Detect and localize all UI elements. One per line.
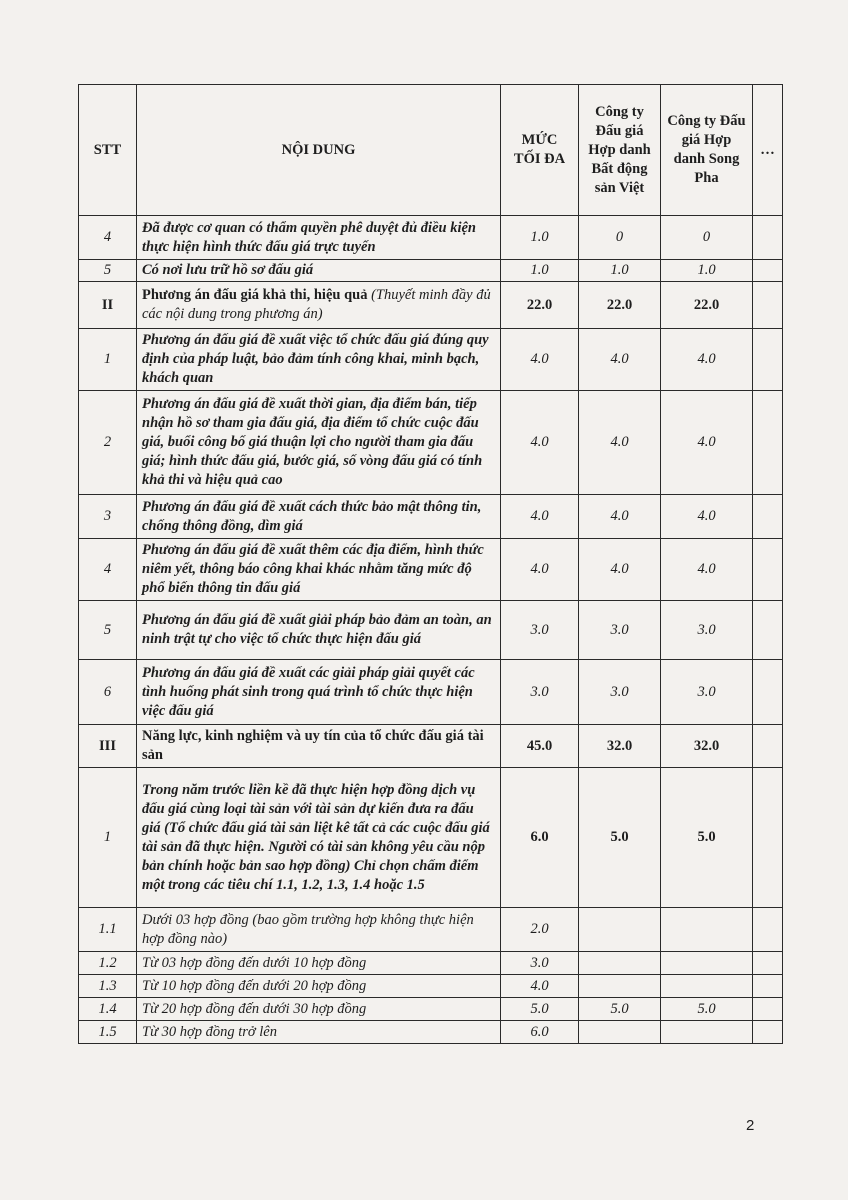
table-row — [79, 768, 783, 908]
row-company-1: 4.0 — [579, 495, 661, 539]
row-max: 4.0 — [501, 495, 579, 539]
header-stt: STT — [79, 85, 137, 216]
row-stt: 2 — [79, 391, 137, 495]
row-company-1 — [579, 975, 661, 998]
row-company-2: 4.0 — [661, 539, 753, 601]
row-more — [753, 391, 783, 495]
row-max: 5.0 — [501, 998, 579, 1021]
row-company-2: 1.0 — [661, 260, 753, 282]
row-company-1 — [579, 908, 661, 952]
scoring-table — [78, 84, 783, 1044]
row-content: Phương án đấu giá đề xuất giải pháp bảo đảm an toàn, an ninh trật tự cho việc tổ chức thực hiện đấu giá — [137, 601, 501, 660]
row-stt: 4 — [79, 539, 137, 601]
row-company-2: 32.0 — [661, 725, 753, 768]
row-company-2 — [661, 952, 753, 975]
row-more — [753, 539, 783, 601]
row-stt: 1.4 — [79, 998, 137, 1021]
table-row — [79, 952, 783, 975]
row-stt: II — [79, 282, 137, 329]
row-company-2 — [661, 1021, 753, 1044]
row-company-2: 4.0 — [661, 329, 753, 391]
row-company-1: 3.0 — [579, 660, 661, 725]
row-content: Phương án đấu giá đề xuất việc tổ chức đấu giá đúng quy định của pháp luật, bảo đảm tính công khai, minh bạch, khách quan — [137, 329, 501, 391]
row-more — [753, 975, 783, 998]
row-content: Từ 30 hợp đồng trở lên — [137, 1021, 501, 1044]
row-company-1 — [579, 952, 661, 975]
row-max: 3.0 — [501, 601, 579, 660]
row-max: 6.0 — [501, 768, 579, 908]
row-more — [753, 1021, 783, 1044]
row-content-note: (Thuyết minh đầy đủ các nội dung trong phương án) — [142, 287, 491, 322]
header-more: … — [753, 85, 783, 216]
row-company-2: 3.0 — [661, 660, 753, 725]
row-more — [753, 725, 783, 768]
row-company-1 — [579, 1021, 661, 1044]
row-content: Đã được cơ quan có thẩm quyền phê duyệt đủ điều kiện thực hiện hình thức đấu giá trực tuyến — [137, 216, 501, 260]
row-stt: 1.1 — [79, 908, 137, 952]
row-max: 4.0 — [501, 391, 579, 495]
row-company-1: 3.0 — [579, 601, 661, 660]
row-stt: 1 — [79, 768, 137, 908]
row-content: Trong năm trước liền kề đã thực hiện hợp đồng dịch vụ đấu giá cùng loại tài sản với tài sản dự kiến đưa ra đấu giá (Tổ chức đấu giá tài sản liệt kê tất cả các cuộc đấu giá tài sản đã thực hiện. Người có tài sản không yêu cầu nộp bản chính hoặc bản sao hợp đồng) Chỉ chọn chấm điểm một trong các tiêu chí 1.1, 1.2, 1.3, 1.4 hoặc 1.5 — [137, 768, 501, 908]
row-more — [753, 660, 783, 725]
row-content: Dưới 03 hợp đồng (bao gồm trường hợp không thực hiện hợp đồng nào) — [137, 908, 501, 952]
row-company-1: 22.0 — [579, 282, 661, 329]
table-row — [79, 282, 783, 329]
row-more — [753, 260, 783, 282]
header-row — [79, 85, 783, 216]
header-max: MỨC TỐI ĐA — [501, 85, 579, 216]
table-row — [79, 391, 783, 495]
row-more — [753, 601, 783, 660]
row-more — [753, 768, 783, 908]
row-stt: 5 — [79, 601, 137, 660]
row-max: 6.0 — [501, 1021, 579, 1044]
row-stt: 1.3 — [79, 975, 137, 998]
row-stt: 3 — [79, 495, 137, 539]
row-company-2 — [661, 975, 753, 998]
row-more — [753, 216, 783, 260]
row-max: 2.0 — [501, 908, 579, 952]
row-company-1: 32.0 — [579, 725, 661, 768]
row-content: Có nơi lưu trữ hồ sơ đấu giá — [137, 260, 501, 282]
table-row — [79, 329, 783, 391]
row-stt: 4 — [79, 216, 137, 260]
table-row — [79, 1021, 783, 1044]
row-company-1: 5.0 — [579, 768, 661, 908]
row-stt: 1.2 — [79, 952, 137, 975]
page-number: 2 — [746, 1117, 755, 1134]
row-company-2: 5.0 — [661, 998, 753, 1021]
row-max: 4.0 — [501, 975, 579, 998]
row-content — [137, 282, 501, 329]
row-stt: III — [79, 725, 137, 768]
row-content-main: Phương án đấu giá khả thi, hiệu quả — [142, 287, 368, 303]
row-stt: 1 — [79, 329, 137, 391]
row-company-2: 4.0 — [661, 495, 753, 539]
row-max: 1.0 — [501, 260, 579, 282]
row-content: Phương án đấu giá đề xuất thời gian, địa điểm bán, tiếp nhận hồ sơ tham gia đấu giá, địa điểm tổ chức cuộc đấu giá, buổi công bố giá thuận lợi cho người tham gia đấu giá; hình thức đấu giá, bước giá, số vòng đấu giá có tính khả thi và hiệu quả cao — [137, 391, 501, 495]
row-max: 3.0 — [501, 952, 579, 975]
header-content: NỘI DUNG — [137, 85, 501, 216]
row-content: Năng lực, kinh nghiệm và uy tín của tổ chức đấu giá tài sản — [137, 725, 501, 768]
row-company-2: 0 — [661, 216, 753, 260]
table-row — [79, 216, 783, 260]
row-company-2: 3.0 — [661, 601, 753, 660]
table-row — [79, 260, 783, 282]
table-row — [79, 975, 783, 998]
row-content: Từ 20 hợp đồng đến dưới 30 hợp đồng — [137, 998, 501, 1021]
row-max: 45.0 — [501, 725, 579, 768]
row-more — [753, 908, 783, 952]
row-max: 3.0 — [501, 660, 579, 725]
row-company-1: 4.0 — [579, 329, 661, 391]
row-more — [753, 495, 783, 539]
row-stt: 5 — [79, 260, 137, 282]
row-more — [753, 952, 783, 975]
row-company-2: 4.0 — [661, 391, 753, 495]
row-max: 4.0 — [501, 539, 579, 601]
header-company-1: Công ty Đấu giá Hợp danh Bất động sản Việt — [579, 85, 661, 216]
row-company-1: 4.0 — [579, 391, 661, 495]
row-company-1: 0 — [579, 216, 661, 260]
row-more — [753, 329, 783, 391]
row-max: 22.0 — [501, 282, 579, 329]
row-max: 4.0 — [501, 329, 579, 391]
table-row — [79, 601, 783, 660]
row-content: Phương án đấu giá đề xuất cách thức bảo mật thông tin, chống thông đồng, dìm giá — [137, 495, 501, 539]
row-company-2: 22.0 — [661, 282, 753, 329]
table-row — [79, 725, 783, 768]
table-row — [79, 539, 783, 601]
row-company-1: 4.0 — [579, 539, 661, 601]
row-company-2: 5.0 — [661, 768, 753, 908]
row-content: Từ 10 hợp đồng đến dưới 20 hợp đồng — [137, 975, 501, 998]
table-row — [79, 495, 783, 539]
row-company-2 — [661, 908, 753, 952]
row-more — [753, 998, 783, 1021]
row-company-1: 5.0 — [579, 998, 661, 1021]
header-company-2: Công ty Đấu giá Hợp danh Song Pha — [661, 85, 753, 216]
row-stt: 6 — [79, 660, 137, 725]
row-content: Phương án đấu giá đề xuất các giải pháp giải quyết các tình huống phát sinh trong quá trình tổ chức thực hiện việc đấu giá — [137, 660, 501, 725]
row-stt: 1.5 — [79, 1021, 137, 1044]
table-row — [79, 998, 783, 1021]
table-row — [79, 908, 783, 952]
row-max: 1.0 — [501, 216, 579, 260]
table-row — [79, 660, 783, 725]
row-company-1: 1.0 — [579, 260, 661, 282]
row-content: Phương án đấu giá đề xuất thêm các địa điểm, hình thức niêm yết, thông báo công khai khác nhằm tăng mức độ phổ biến thông tin đấu giá — [137, 539, 501, 601]
row-more — [753, 282, 783, 329]
row-content: Từ 03 hợp đồng đến dưới 10 hợp đồng — [137, 952, 501, 975]
